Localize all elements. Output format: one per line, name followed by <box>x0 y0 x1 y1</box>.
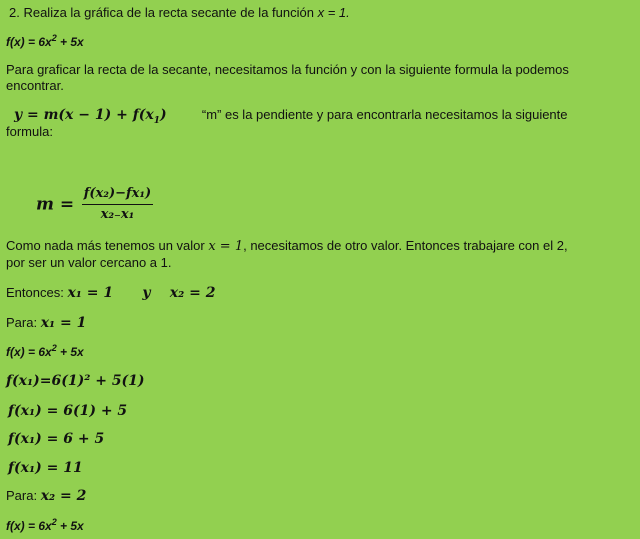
slope-lhs: m = <box>36 194 75 215</box>
slope-note-2: formula: <box>6 124 53 139</box>
problem-title <box>9 5 350 21</box>
entonces-label: Entonces: <box>6 285 68 300</box>
secant-formula-line <box>14 107 568 126</box>
slope-note: “m” es la pendiente y para encontrarla necesitamos la siguiente <box>201 107 568 122</box>
entonces-line <box>6 285 215 301</box>
slope-formula <box>36 186 153 223</box>
intro-line-2: encontrar. <box>6 78 64 93</box>
para-x2-label: Para: <box>6 488 41 503</box>
intro-line-1: Para graficar la recta de la secante, necesitamos la función y con la siguiente formula la podemos <box>6 62 569 77</box>
problem-title-emph: x = 1. <box>317 5 350 20</box>
function-definition <box>6 34 84 50</box>
step-2: f(x₁) = 6(1) + 5 <box>8 403 128 419</box>
para-x2-line <box>6 488 86 504</box>
secant-formula: $y = m(x - 1) + f(x_1)$ <box>14 107 167 126</box>
y-word: y <box>142 285 151 301</box>
slope-numerator: f(x₂)−fx₁) <box>82 186 153 205</box>
para-x1-line <box>6 315 86 331</box>
para-x1-value: x₁ = 1 <box>40 315 87 331</box>
explain-line-1: Como nada más tenemos un valor x = 1, necesitamos de otro valor. Entonces trabajare con el 2, <box>6 238 568 254</box>
slope-denominator: x₂₋x₁ <box>100 207 135 222</box>
step-3: f(x₁) = 6 + 5 <box>8 431 105 447</box>
step-1: f(x₁)=6(1)² + 5(1) <box>6 373 145 389</box>
step-4: f(x₁) = 11 <box>8 460 83 476</box>
problem-title-text: 2. Realiza la gráfica de la recta secante de la función <box>9 5 318 20</box>
function-label: f(x) = 6x <box>6 35 52 49</box>
function-definition-3: $f(x) = 6x^2 + 5x$ <box>6 517 84 533</box>
function-definition-2: $f(x) = 6x^2 + 5x$ <box>6 343 84 359</box>
x2-value: x₂ = 2 <box>169 285 216 301</box>
para-x1-label: Para: <box>6 315 41 330</box>
para-x2-value: x₂ = 2 <box>40 488 87 504</box>
explain-line-2: por ser un valor cercano a 1. <box>6 255 172 270</box>
function-exponent: 2 <box>51 33 57 43</box>
slope-fraction <box>82 186 153 223</box>
function-tail: + 5x <box>56 35 84 49</box>
x1-value: x₁ = 1 <box>67 285 114 301</box>
